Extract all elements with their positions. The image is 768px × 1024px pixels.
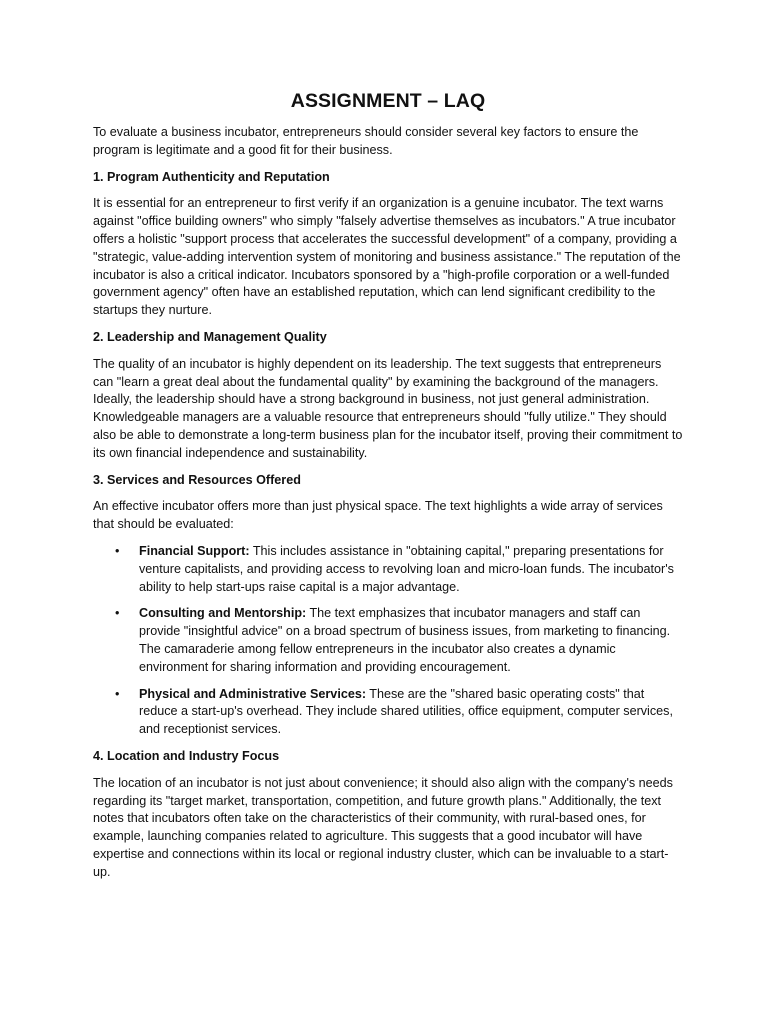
list-item-term: Financial Support: — [139, 543, 250, 558]
page-title: ASSIGNMENT – LAQ — [290, 90, 486, 112]
bullet-icon: • — [115, 543, 120, 558]
section-1-heading: 1. Program Authenticity and Reputation — [93, 169, 330, 184]
list-item-term: Consulting and Mentorship: — [139, 606, 307, 621]
section-2-heading: 2. Leadership and Management Quality — [93, 329, 327, 344]
section-3-heading: 3. Services and Resources Offered — [93, 472, 301, 487]
list-item — [93, 686, 683, 739]
section-3-paragraph: An effective incubator offers more than just physical space. The text highlights a wide array of services that should be evaluated: — [93, 499, 663, 532]
list-item-text: These are the "shared basic operating costs" that reduce a start-up's overhead. They include shared utilities, office equipment, computer services, and receptionist services. — [139, 686, 673, 737]
list-item — [93, 543, 683, 596]
section-2-paragraph: The quality of an incubator is highly dependent on its leadership. The text suggests that entrepreneurs can "learn a great deal about the fundamental quality" by examining the background of the managers. Ideally, the leadership should have a strong background in business, not just general administration. Knowledgeable managers are a valuable resource that entrepreneurs should "fully utilize." They should also be able to demonstrate a long-term business plan for the incubator itself, proving their commitment to its own financial independence and sustainability. — [93, 356, 683, 460]
section-4-heading: 4. Location and Industry Focus — [93, 748, 280, 763]
list-item-term: Physical and Administrative Services: — [139, 686, 367, 701]
list-item-text: The text emphasizes that incubator managers and staff can provide "insightful advice" on a broad spectrum of business issues, from marketing to financing. The camaraderie among fellow entrepreneurs in the incubator also creates a dynamic environment for sharing information and providing encouragement. — [139, 606, 671, 674]
bullet-icon: • — [115, 606, 120, 621]
bullet-icon: • — [115, 686, 120, 701]
services-list — [93, 543, 683, 739]
section-1-paragraph: It is essential for an entrepreneur to first verify if an organization is a genuine incubator. The text warns against "office building owners" who simply "falsely advertise themselves as incubators." A true incubator offers a holistic "support process that accelerates the successful development" of a company, providing a "strategic, value-adding intervention system of monitoring and business assistance." The reputation of the incubator is also a critical indicator. Incubators sponsored by a "high-profile corporation or a well-funded government agency" often have an established reputation, which can lend significant credibility to the startups they nurture. — [93, 196, 681, 318]
intro-paragraph: To evaluate a business incubator, entrepreneurs should consider several key factors to ensure the program is legitimate and a good fit for their business. — [93, 125, 639, 157]
section-4-paragraph: The location of an incubator is not just about convenience; it should also align with the company's needs regarding its "target market, transportation, competition, and future growth plans." Additionally, the text notes that incubators often take on the characteristics of their community, with rural-based ones, for example, launching companies related to agriculture. This suggests that a good incubator will have expertise and connections within its local or regional industry cluster, which can be invaluable to a start-up. — [93, 775, 673, 879]
list-item — [93, 605, 683, 676]
document-page — [93, 86, 683, 890]
list-item-text: This includes assistance in "obtaining capital," preparing presentations for venture capitalists, and providing access to revolving loan and micro-loan funds. The incubator's ability to help start-ups raise capital is a major advantage. — [139, 543, 674, 594]
